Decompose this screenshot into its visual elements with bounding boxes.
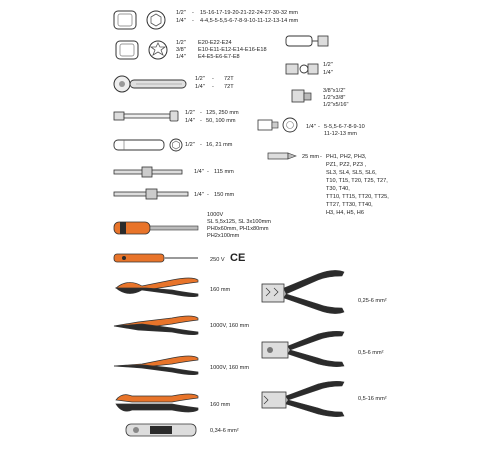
size-label: 1/4" bbox=[176, 18, 186, 24]
extension-bar-icon bbox=[112, 106, 182, 126]
reducer-adapter-icon bbox=[290, 88, 314, 106]
ratchet-icon bbox=[112, 72, 192, 96]
diagonal-cutter-icon bbox=[112, 272, 202, 304]
spec-line: PH2x100mm bbox=[207, 233, 240, 239]
size-label: 1/2" bbox=[323, 62, 333, 68]
long-nose-pliers-icon bbox=[112, 350, 202, 382]
spec-label: 0,5-16 mm² bbox=[358, 396, 387, 402]
length-label: 115 mm bbox=[214, 169, 234, 175]
bit-line: TT27, TT30, TT40, bbox=[326, 202, 373, 208]
sep: - bbox=[212, 76, 214, 82]
hex-socket-icon bbox=[112, 8, 172, 32]
size-label: 1/2" bbox=[176, 40, 186, 46]
t-handle-icon bbox=[112, 186, 192, 202]
spec-label: 0,25-6 mm² bbox=[358, 298, 387, 304]
crimping-tool-icon bbox=[258, 328, 348, 372]
range-label: 16, 21 mm bbox=[206, 142, 233, 148]
range-label: 4-4,5-5-5,5-6-7-8-9-10-11-12-13-14 mm bbox=[200, 18, 299, 24]
crimping-tool-icon bbox=[258, 378, 348, 422]
wire-stripper-icon bbox=[124, 420, 200, 440]
range-label: 15-16-17-19-20-21-22-24-27-30-32 mm bbox=[200, 10, 298, 16]
range-label: E4-E5-E6-E7-E8 bbox=[198, 54, 240, 60]
size-label: 1/2" bbox=[185, 142, 195, 148]
spec-label: 160 mm bbox=[210, 402, 231, 408]
range-label: 11-12-13 mm bbox=[324, 131, 357, 137]
spec-line: 1000V bbox=[207, 212, 224, 218]
spark-socket-icon bbox=[112, 136, 187, 154]
size-label: 1/4" bbox=[195, 84, 205, 90]
crimping-tool-icon bbox=[258, 266, 348, 320]
bit-line: T30, T40, bbox=[326, 186, 350, 192]
spec-label: 1000V, 160 mm bbox=[210, 365, 249, 371]
size-label: 1/2" bbox=[195, 76, 205, 82]
sep: - bbox=[200, 110, 202, 116]
size-label: 3/8" bbox=[176, 47, 186, 53]
sep: - bbox=[192, 10, 194, 16]
universal-joint-icon bbox=[284, 58, 320, 80]
screwdriver-icon bbox=[112, 218, 202, 238]
sep: - bbox=[320, 154, 322, 160]
bit-icon bbox=[266, 150, 300, 162]
size-label: 3/8"x1/2" bbox=[323, 88, 346, 94]
range-label: E20-E22-E24 bbox=[198, 40, 232, 46]
teeth-label: 72T bbox=[224, 84, 234, 90]
spec-label: 0,5-6 mm² bbox=[358, 350, 384, 356]
t-handle-icon bbox=[112, 164, 187, 180]
combination-pliers-icon bbox=[112, 310, 202, 342]
range-label: E10-E11-E12-E14-E16-E18 bbox=[198, 47, 267, 53]
size-label: 1/4" bbox=[306, 124, 316, 130]
size-label: 1/4" bbox=[194, 192, 204, 198]
sep: - bbox=[200, 118, 202, 124]
size-label: 1/4" bbox=[176, 54, 186, 60]
voltage-tester-icon bbox=[112, 250, 202, 266]
adapter-icon bbox=[284, 32, 332, 50]
bit-line: H3, H4, H5, H6 bbox=[326, 210, 364, 216]
length-label: 50, 100 mm bbox=[206, 118, 236, 124]
spec-label: 0,34-6 mm² bbox=[210, 428, 239, 434]
spec-line: PH0x60mm, PH1x80mm bbox=[207, 226, 269, 232]
teeth-label: 72T bbox=[224, 76, 234, 82]
spec-label: 1000V, 160 mm bbox=[210, 323, 249, 329]
sep: - bbox=[212, 84, 214, 90]
torx-socket-icon bbox=[114, 38, 174, 62]
voltage-label: 250 V bbox=[210, 257, 225, 263]
bit-line: SL3, SL4, SL5, SL6, bbox=[326, 170, 377, 176]
bit-socket-icon bbox=[256, 116, 300, 134]
size-label: 1/2" bbox=[185, 110, 195, 116]
length-label: 150 mm bbox=[214, 192, 235, 198]
length-label: 25 mm bbox=[302, 154, 320, 160]
bit-line: PZ1, PZ2, PZ3 , bbox=[326, 162, 367, 168]
ce-mark: CE bbox=[230, 252, 246, 264]
sep: - bbox=[318, 124, 320, 130]
stripping-pliers-icon bbox=[112, 388, 202, 418]
bit-line: T10, T15, T20, T25, T27, bbox=[326, 178, 388, 184]
size-label: 1/4" bbox=[194, 169, 204, 175]
size-label: 1/4" bbox=[185, 118, 195, 124]
sep: - bbox=[200, 142, 202, 148]
size-label: 1/2"x3/8" bbox=[323, 95, 346, 101]
sep: - bbox=[207, 192, 209, 198]
size-label: 1/4" bbox=[323, 70, 333, 76]
length-label: 125, 250 mm bbox=[206, 110, 239, 116]
spec-label: 160 mm bbox=[210, 287, 231, 293]
spec-line: SL 5,5x125, SL 3x100mm bbox=[207, 219, 271, 225]
range-label: 5-5,5-6-7-8-9-10 bbox=[324, 124, 365, 130]
size-label: 1/2" bbox=[176, 10, 186, 16]
sep: - bbox=[207, 169, 209, 175]
sep: - bbox=[192, 18, 194, 24]
bit-line: TT10, TT15, TT20, TT25, bbox=[326, 194, 389, 200]
size-label: 1/2"x5/16" bbox=[323, 102, 349, 108]
bit-line: PH1, PH2, PH3, bbox=[326, 154, 367, 160]
